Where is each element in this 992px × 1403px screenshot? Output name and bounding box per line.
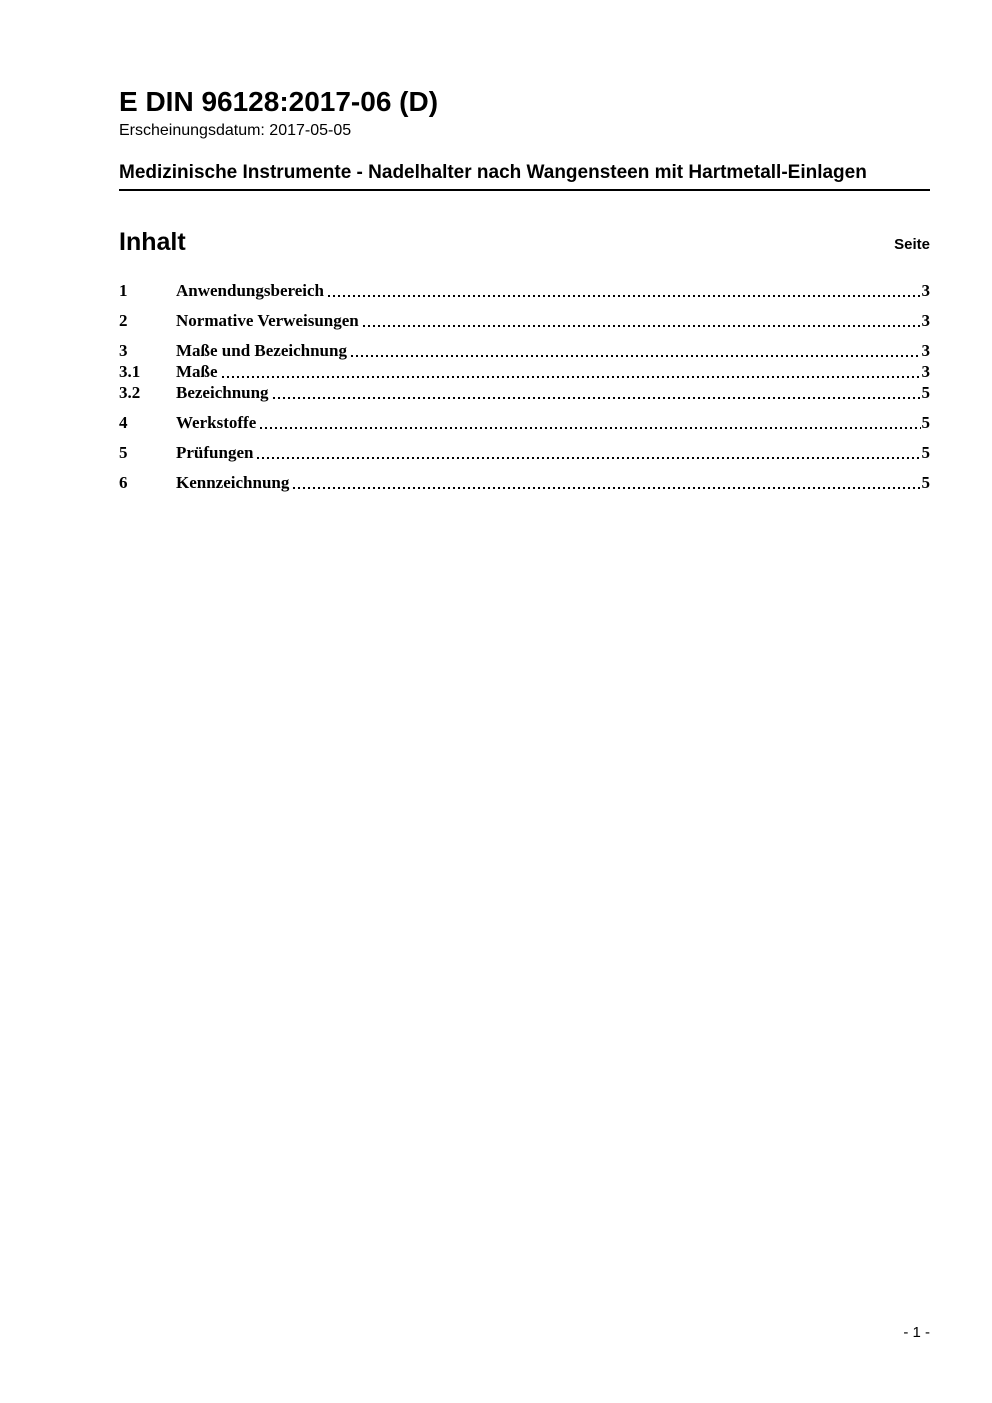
toc-list: [119, 280, 930, 493]
toc-entry-number: 6: [119, 473, 128, 492]
toc-entry[interactable]: [119, 382, 930, 403]
dot-leader-line: [363, 325, 921, 327]
toc-entry[interactable]: [119, 340, 930, 361]
toc-entry[interactable]: [119, 412, 930, 433]
toc-entry-number: 3.1: [119, 362, 141, 381]
page-number: - 1 -: [903, 1324, 930, 1341]
toc-entry-label[interactable]: Normative Verweisungen: [176, 311, 359, 330]
toc-entry-page: 3: [921, 362, 930, 381]
dot-leader-line: [257, 457, 920, 459]
toc-entry-page: 5: [921, 473, 930, 492]
dot-leader-line: [328, 295, 921, 297]
dot-leader-line: [273, 397, 921, 399]
toc-entry-label[interactable]: Maße und Bezeichnung: [176, 341, 347, 360]
toc-entry-page: 3: [921, 281, 930, 300]
toc-entry-page: 5: [921, 413, 930, 432]
toc-entry-label[interactable]: Werkstoffe: [176, 413, 257, 432]
toc-entry-page: 5: [921, 383, 930, 402]
document-number: E DIN 96128:2017-06 (D): [119, 86, 439, 117]
toc-entry-label[interactable]: Maße: [176, 362, 218, 381]
toc-entry-label[interactable]: Anwendungsbereich: [176, 281, 324, 300]
toc-entry-number: 1: [119, 281, 128, 300]
dot-leader-line: [293, 487, 920, 489]
page-column-label: Seite: [894, 236, 930, 253]
toc-entry-page: 3: [921, 341, 930, 360]
toc-entry-number: 2: [119, 311, 128, 330]
toc-header: [119, 228, 930, 257]
toc-entry-label[interactable]: Bezeichnung: [176, 383, 269, 402]
toc-entry-number: 3.2: [119, 383, 141, 402]
toc-entry[interactable]: [119, 361, 930, 382]
dot-leader-line: [222, 376, 921, 378]
toc-entry-number: 3: [119, 341, 128, 360]
toc-entry[interactable]: [119, 442, 930, 463]
release-date: Erscheinungsdatum: 2017-05-05: [119, 122, 352, 139]
toc-entry[interactable]: [119, 310, 930, 331]
page-content: [119, 86, 930, 493]
toc-entry-number: 4: [119, 413, 128, 432]
toc-entry-label[interactable]: Kennzeichnung: [176, 473, 290, 492]
toc-entry[interactable]: [119, 472, 930, 493]
document-title: Medizinische Instrumente - Nadelhalter nach Wangensteen mit Hartmetall-Einlagen: [119, 161, 930, 191]
toc-entry[interactable]: [119, 280, 930, 301]
toc-heading: Inhalt: [119, 228, 186, 256]
toc-entry-page: 3: [921, 311, 930, 330]
dot-leader-line: [260, 427, 920, 429]
toc-entry-label[interactable]: Prüfungen: [176, 443, 254, 462]
toc-entry-page: 5: [921, 443, 930, 462]
dot-leader-line: [351, 355, 921, 357]
toc-entry-number: 5: [119, 443, 128, 462]
